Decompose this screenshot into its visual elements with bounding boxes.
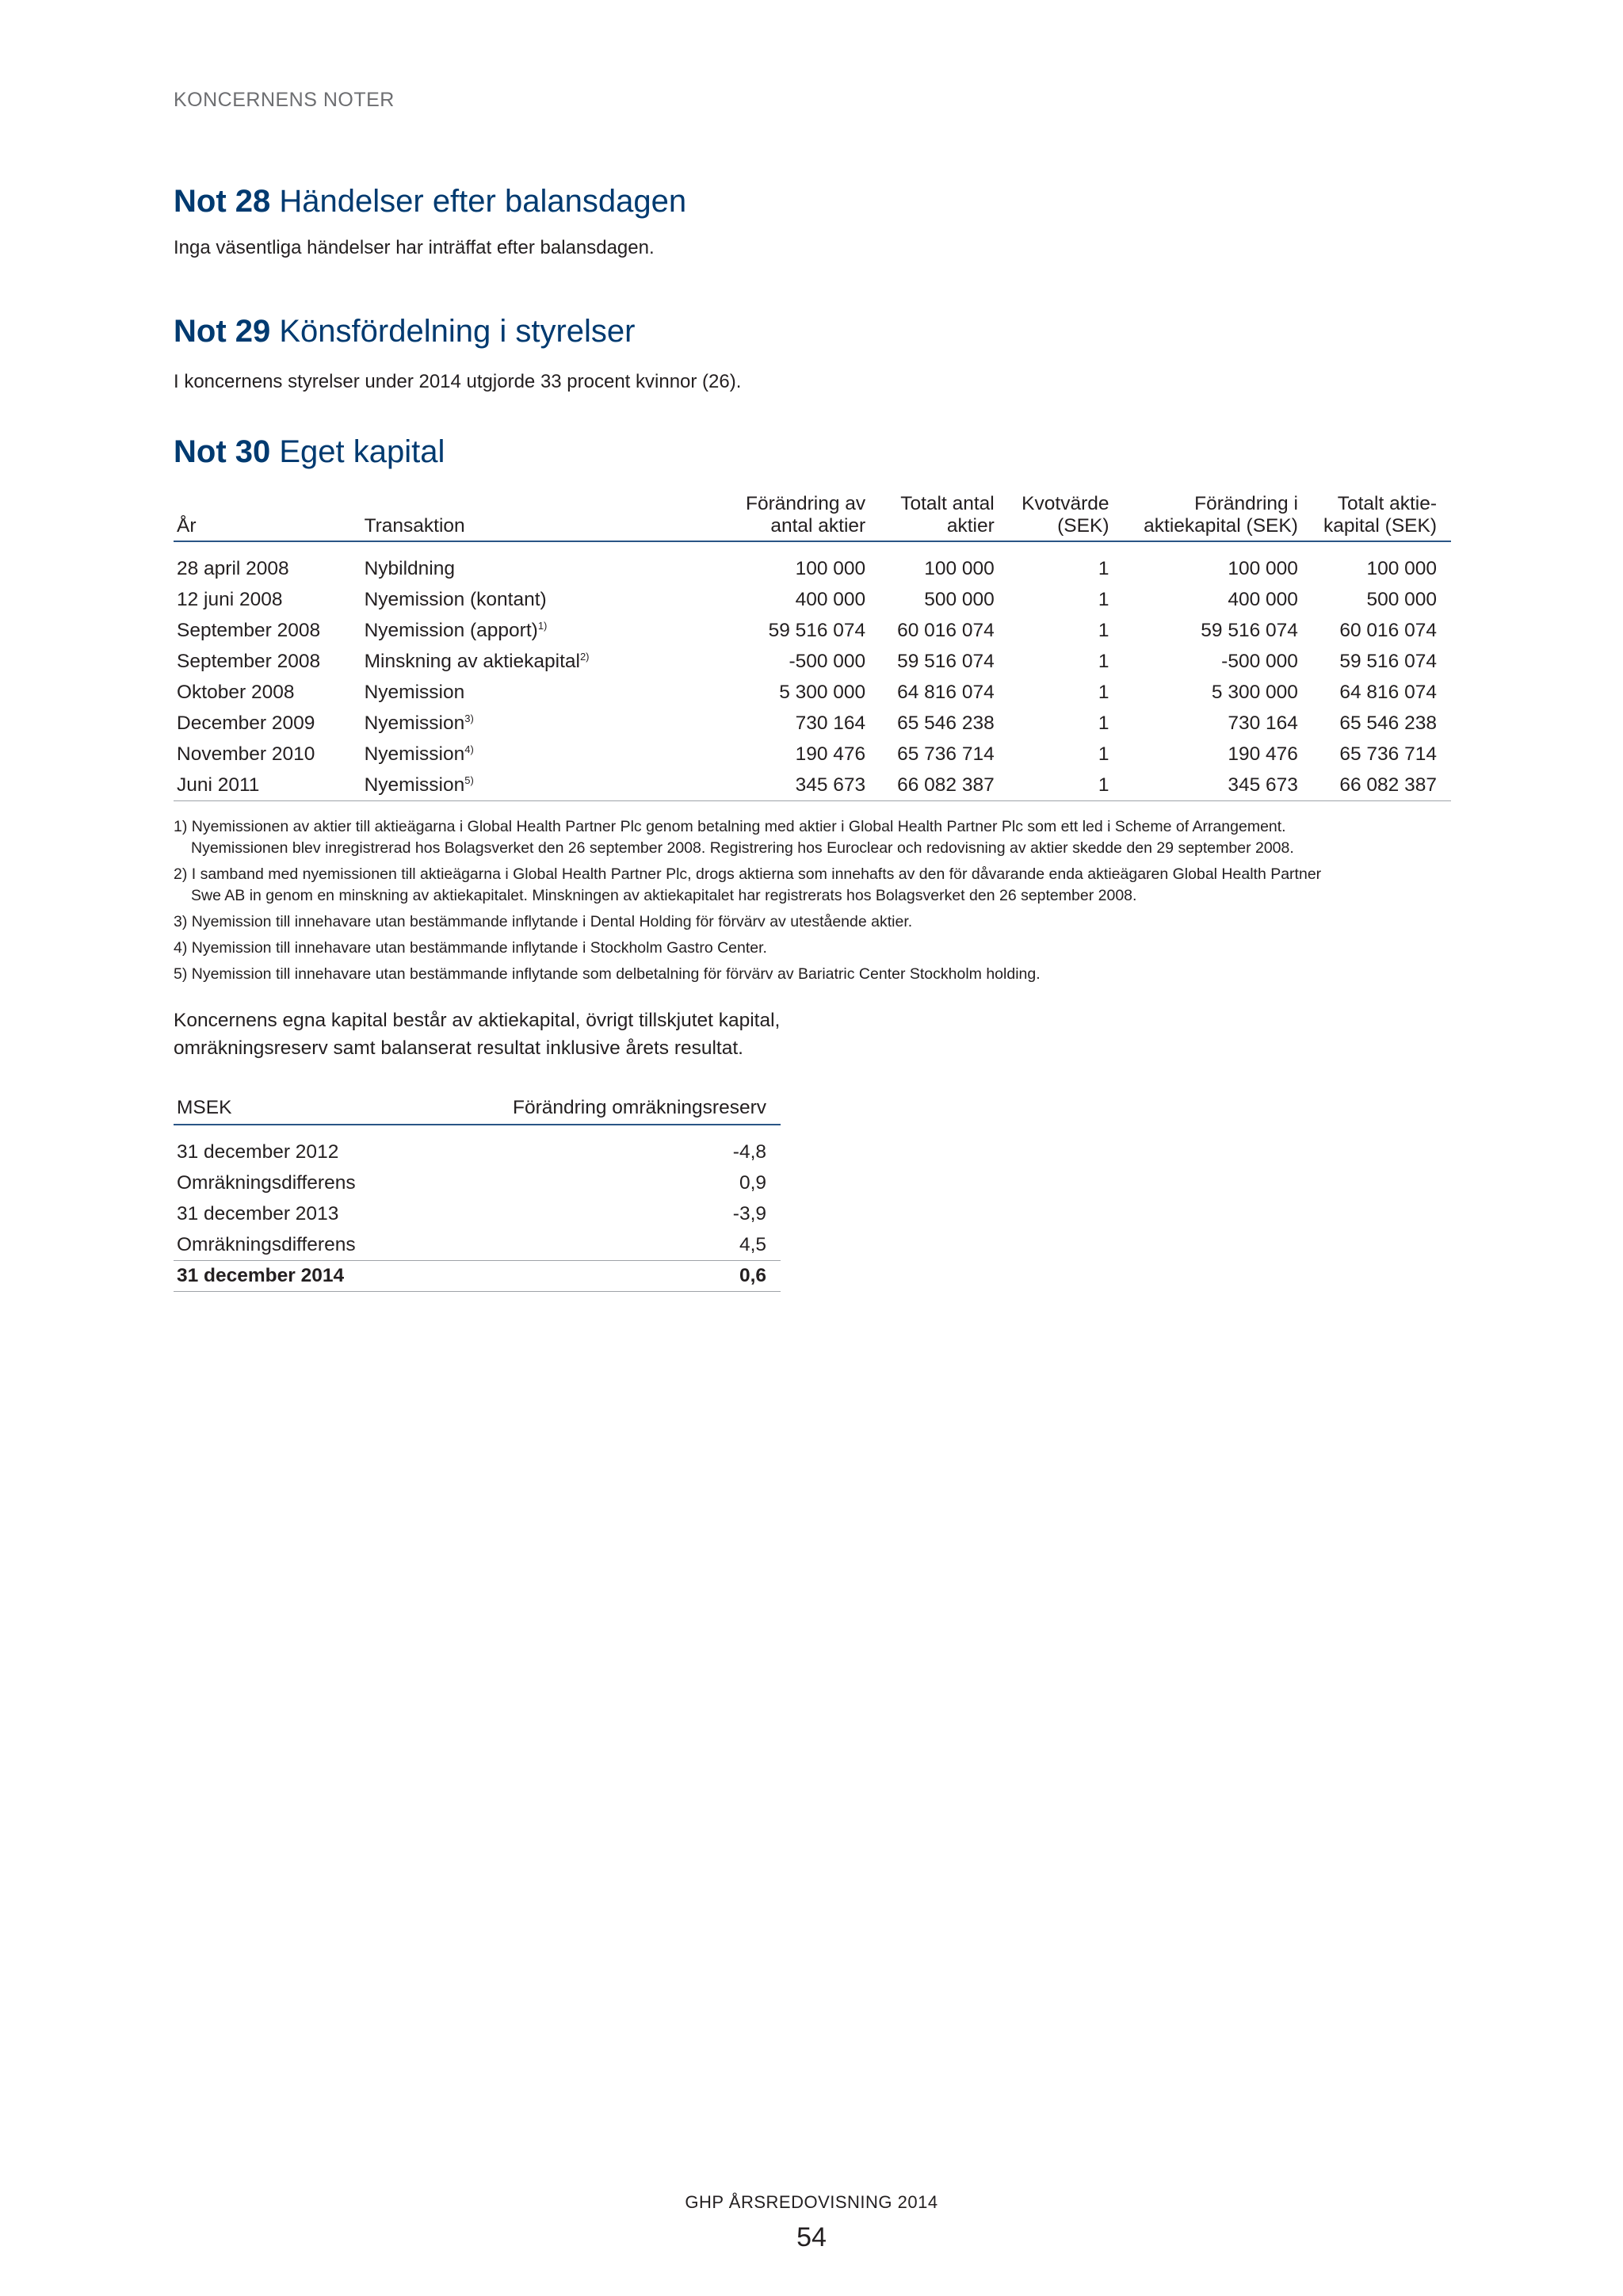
note-29-number: Not 29 bbox=[174, 314, 271, 349]
row-total-capital: 66 082 387 bbox=[1301, 770, 1451, 801]
table-row bbox=[174, 1198, 781, 1229]
row-total-capital: 100 000 bbox=[1366, 557, 1437, 579]
row-total-capital: 59 516 074 bbox=[1339, 650, 1437, 672]
col-change-shares-header: Förändring av antal aktier bbox=[612, 493, 869, 541]
reserve-total-label: 31 december 2014 bbox=[174, 1261, 475, 1292]
row-year: December 2009 bbox=[177, 712, 315, 734]
row-transaction: Nyemission$^{5)}$ bbox=[361, 770, 612, 801]
table-row bbox=[174, 646, 1451, 677]
table-row bbox=[174, 1125, 781, 1167]
row-change-capital: 100 000 bbox=[1228, 557, 1298, 579]
col-quota-header: Kvotvärde (SEK) bbox=[998, 493, 1113, 541]
reserve-row-value: 4,5 bbox=[739, 1233, 766, 1255]
footnote-4: 4) Nyemission till innehavare utan bestämmande inflytande i Stockholm Gastro Center. bbox=[174, 939, 767, 957]
row-total-capital: 64 816 074 bbox=[1339, 681, 1437, 703]
row-transaction: Minskning av aktiekapital$^{2)}$ bbox=[364, 650, 590, 672]
row-change-shares: 400 000 bbox=[795, 588, 866, 610]
row-quota: 1 bbox=[1098, 681, 1109, 703]
row-change-shares: 59 516 074 bbox=[768, 619, 866, 641]
row-change-shares: 100 000 bbox=[795, 557, 866, 579]
reserve-total-row bbox=[174, 1261, 781, 1292]
page-number: 54 bbox=[796, 2222, 827, 2252]
note-28-heading bbox=[174, 184, 686, 220]
note-29-heading bbox=[174, 314, 635, 350]
reserve-row-label: 31 december 2012 bbox=[177, 1140, 339, 1163]
row-transaction: Nybildning bbox=[364, 557, 455, 579]
row-quota: 1 bbox=[1098, 743, 1109, 765]
row-total-shares: 60 016 074 bbox=[897, 619, 995, 641]
row-total-capital: 500 000 bbox=[1366, 588, 1437, 610]
note-30-number: Not 30 bbox=[174, 434, 271, 469]
col-change-capital-header: Förändring i aktiekapital (SEK) bbox=[1112, 493, 1300, 541]
row-change-shares: -500 000 bbox=[789, 650, 866, 672]
row-total-capital: 65 736 714 bbox=[1339, 743, 1437, 765]
row-change-shares: 190 476 bbox=[795, 743, 866, 765]
note-30-title: Eget kapital bbox=[279, 434, 445, 469]
row-total-shares: 64 816 074 bbox=[897, 681, 995, 703]
row-year: November 2010 bbox=[177, 743, 315, 765]
col-total-capital-header: Totalt aktie- kapital (SEK) bbox=[1301, 493, 1451, 541]
note-28-text: Inga väsentliga händelser har inträffat efter balansdagen. bbox=[174, 237, 655, 258]
row-total-capital: 65 546 238 bbox=[1339, 712, 1437, 734]
note-28-number: Not 28 bbox=[174, 184, 271, 219]
running-header: KONCERNENS NOTER bbox=[174, 89, 395, 111]
row-change-shares: 730 164 bbox=[795, 712, 866, 734]
row-transaction: Nyemission$^{4)}$ bbox=[364, 743, 474, 765]
equity-table bbox=[174, 493, 1451, 801]
footnote-1: 1) Nyemissionen av aktier till aktieägarna i Global Health Partner Plc genom betalning med aktier i Global Health Partner Plc som ett led i Scheme of Arrangement. Nyemissionen blev inregistrerad hos Bolagsverket den 26 september 2008. Registrering hos Euroclear och redovisning av aktier skedde den 29 september 2008. bbox=[174, 818, 1294, 857]
row-change-shares: 5 300 000 bbox=[779, 681, 866, 703]
table-row bbox=[174, 677, 1451, 708]
equity-table-header-row bbox=[174, 493, 1451, 541]
row-quota: 1 bbox=[1098, 619, 1109, 641]
footnote-5: 5) Nyemission till innehavare utan bestämmande inflytande som delbetalning för förvärv av Bariatric Center Stockholm holding. bbox=[174, 965, 1041, 983]
footer-report-title: GHP ÅRSREDOVISNING 2014 bbox=[685, 2192, 938, 2212]
row-transaction: Nyemission$^{3)}$ bbox=[364, 712, 474, 734]
row-change-capital: -500 000 bbox=[1221, 650, 1298, 672]
table-row bbox=[174, 1167, 781, 1198]
table-row bbox=[174, 584, 1451, 615]
equity-summary: Koncernens egna kapital består av aktiekapital, övrigt tillskjutet kapital, omräkningsreserv samt balanserat resultat inklusive årets resultat. bbox=[174, 1010, 781, 1059]
row-total-shares: 59 516 074 bbox=[897, 650, 995, 672]
note-30-heading bbox=[174, 434, 445, 470]
row-change-shares: 345 673 bbox=[612, 770, 869, 801]
col-reserve-change-header: Förändring omräkningsreserv bbox=[475, 1097, 781, 1125]
reserve-row-value: -4,8 bbox=[732, 1140, 766, 1163]
row-year: 12 juni 2008 bbox=[177, 588, 283, 610]
table-row bbox=[174, 1229, 781, 1261]
row-quota: 1 bbox=[1098, 712, 1109, 734]
reserve-row-label: Omräkningsdifferens bbox=[177, 1171, 356, 1194]
row-total-shares: 500 000 bbox=[924, 588, 995, 610]
row-transaction: Nyemission bbox=[364, 681, 465, 703]
row-total-shares: 65 546 238 bbox=[897, 712, 995, 734]
reserve-row-label: 31 december 2013 bbox=[177, 1202, 339, 1224]
row-change-capital: 5 300 000 bbox=[1211, 681, 1298, 703]
table-row bbox=[174, 615, 1451, 646]
col-msek-header: MSEK bbox=[174, 1097, 475, 1125]
reserve-row-value: 0,9 bbox=[739, 1171, 766, 1194]
row-change-capital: 345 673 bbox=[1112, 770, 1300, 801]
row-year: Oktober 2008 bbox=[177, 681, 295, 703]
reserve-header-row bbox=[174, 1097, 781, 1125]
row-quota: 1 bbox=[1098, 650, 1109, 672]
row-change-capital: 400 000 bbox=[1228, 588, 1298, 610]
row-quota: 1 bbox=[998, 770, 1113, 801]
row-quota: 1 bbox=[1098, 557, 1109, 579]
row-year: 28 april 2008 bbox=[177, 557, 289, 579]
table-row bbox=[174, 739, 1451, 770]
footnote-2: 2) I samband med nyemissionen till aktieägarna i Global Health Partner Plc, drogs aktierna som innehafts av den för dåvarande enda aktieägaren Global Health Partner Swe AB in genom en minskning av aktiekapitalet. Minskningen av aktiekapitalet har registrerats hos Bolagsverket den 26 september 2008. bbox=[174, 865, 1322, 904]
row-year: September 2008 bbox=[177, 619, 321, 641]
col-total-shares-header: Totalt antal aktier bbox=[869, 493, 998, 541]
table-row bbox=[174, 708, 1451, 739]
row-year: September 2008 bbox=[177, 650, 321, 672]
row-change-capital: 190 476 bbox=[1228, 743, 1298, 765]
row-change-capital: 730 164 bbox=[1228, 712, 1298, 734]
table-row bbox=[174, 770, 1451, 801]
note-28-title: Händelser efter balansdagen bbox=[279, 184, 687, 219]
row-quota: 1 bbox=[1098, 588, 1109, 610]
row-transaction: Nyemission (kontant) bbox=[364, 588, 547, 610]
row-change-capital: 59 516 074 bbox=[1201, 619, 1298, 641]
row-year: Juni 2011 bbox=[174, 770, 361, 801]
note-29-title: Könsfördelning i styrelser bbox=[279, 314, 636, 349]
table-row bbox=[174, 541, 1451, 584]
row-total-capital: 60 016 074 bbox=[1339, 619, 1437, 641]
footnote-3: 3) Nyemission till innehavare utan bestämmande inflytande i Dental Holding för förvärv av utestående aktier. bbox=[174, 913, 913, 930]
row-transaction: Nyemission (apport)$^{1)}$ bbox=[364, 619, 548, 641]
row-total-shares: 65 736 714 bbox=[897, 743, 995, 765]
col-year-header: År bbox=[174, 493, 361, 541]
reserve-row-label: Omräkningsdifferens bbox=[177, 1233, 356, 1255]
footnotes bbox=[174, 816, 1457, 990]
reserve-total-value: 0,6 bbox=[475, 1261, 781, 1292]
note-29-text: I koncernens styrelser under 2014 utgjorde 33 procent kvinnor (26). bbox=[174, 371, 742, 392]
reserve-row-value: -3,9 bbox=[732, 1202, 766, 1224]
translation-reserve-table bbox=[174, 1097, 781, 1292]
col-transaction-header: Transaktion bbox=[361, 493, 612, 541]
row-total-shares: 100 000 bbox=[924, 557, 995, 579]
row-total-shares: 66 082 387 bbox=[869, 770, 998, 801]
